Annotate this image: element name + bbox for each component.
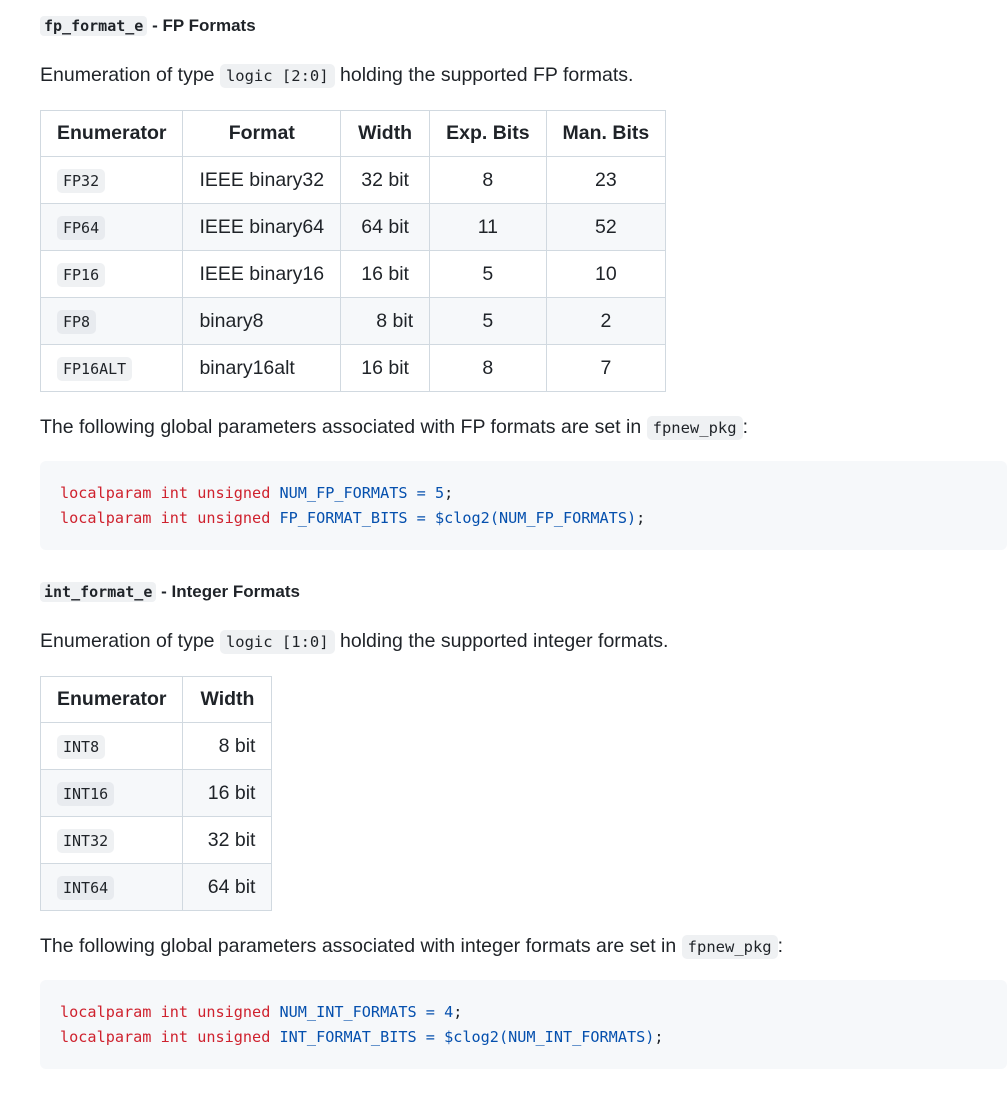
code-keyword: localparam [60, 509, 152, 527]
man-bits-cell: 2 [546, 298, 666, 345]
man-bits-cell: 52 [546, 204, 666, 251]
table-row [41, 345, 666, 392]
man-bits-cell: 23 [546, 157, 666, 204]
enumerator-cell [41, 298, 183, 345]
code-operator: = [407, 509, 435, 527]
fp-params-text-after: : [742, 416, 749, 438]
format-cell: binary16alt [183, 345, 341, 392]
width-cell: 16 bit [341, 251, 430, 298]
width-cell: 64 bit [183, 864, 272, 911]
enumerator-code: INT32 [57, 829, 114, 853]
int-params-code: fpnew_pkg [682, 935, 778, 959]
code-line [60, 1000, 987, 1025]
code-line [60, 481, 987, 506]
table-row [41, 770, 272, 817]
code-keyword: localparam [60, 484, 152, 502]
int-params-text-after: : [777, 935, 784, 957]
fp-col-exp-bits: Exp. Bits [430, 111, 546, 157]
int-col-enumerator: Enumerator [41, 677, 183, 723]
enumerator-cell [41, 345, 183, 392]
int-format-table [40, 676, 272, 911]
code-keyword: int [160, 484, 189, 502]
width-cell: 16 bit [183, 770, 272, 817]
int-params-code-block[interactable] [40, 980, 1007, 1069]
code-terminator: ; [453, 1003, 463, 1021]
fp-intro-code: logic [2:0] [220, 64, 335, 88]
table-row [41, 723, 272, 770]
code-line [60, 1025, 987, 1050]
int-intro-text-after: holding the supported integer formats. [334, 630, 669, 652]
enumerator-cell [41, 723, 183, 770]
enumerator-code: INT16 [57, 782, 114, 806]
int-table-header-row [41, 677, 272, 723]
fp-col-man-bits: Man. Bits [546, 111, 666, 157]
exp-bits-cell: 8 [430, 157, 546, 204]
width-cell: 8 bit [183, 723, 272, 770]
exp-bits-cell: 11 [430, 204, 546, 251]
code-keyword: unsigned [197, 1028, 271, 1046]
fp-intro-text-after: holding the supported FP formats. [334, 64, 634, 86]
enumerator-code: INT64 [57, 876, 114, 900]
code-identifier: NUM_INT_FORMATS [279, 1003, 417, 1021]
code-keyword: unsigned [197, 1003, 271, 1021]
code-identifier: INT_FORMAT_BITS [279, 1028, 417, 1046]
int-format-intro [40, 627, 668, 656]
fp-format-heading-text: - FP Formats [147, 16, 256, 35]
code-line [60, 506, 987, 531]
exp-bits-cell: 5 [430, 251, 546, 298]
int-col-width: Width [183, 677, 272, 723]
table-row [41, 298, 666, 345]
int-params-text [40, 932, 783, 961]
table-row [41, 157, 666, 204]
enumerator-cell [41, 770, 183, 817]
enumerator-code: FP64 [57, 216, 105, 240]
code-keyword: localparam [60, 1028, 152, 1046]
enumerator-cell [41, 864, 183, 911]
enumerator-cell [41, 251, 183, 298]
fp-params-text [40, 413, 748, 442]
table-row [41, 864, 272, 911]
format-cell: IEEE binary32 [183, 157, 341, 204]
fp-format-table [40, 110, 666, 392]
code-value: $clog2(NUM_INT_FORMATS) [444, 1028, 655, 1046]
width-cell: 32 bit [183, 817, 272, 864]
width-cell: 8 bit [341, 298, 430, 345]
code-terminator: ; [444, 484, 454, 502]
table-row [41, 251, 666, 298]
fp-format-heading [40, 14, 256, 38]
code-keyword: unsigned [197, 484, 271, 502]
code-operator: = [416, 1028, 445, 1046]
fp-intro-text-before: Enumeration of type [40, 64, 220, 86]
format-cell: binary8 [183, 298, 341, 345]
format-cell: IEEE binary64 [183, 204, 341, 251]
width-cell: 64 bit [341, 204, 430, 251]
code-terminator: ; [636, 509, 646, 527]
width-cell: 32 bit [341, 157, 430, 204]
enumerator-code: FP16ALT [57, 357, 132, 381]
code-keyword: unsigned [197, 509, 271, 527]
code-keyword: int [160, 509, 189, 527]
exp-bits-cell: 5 [430, 298, 546, 345]
fp-params-code-block[interactable] [40, 461, 1007, 550]
int-intro-code: logic [1:0] [220, 630, 335, 654]
enumerator-code: FP16 [57, 263, 105, 287]
code-value: 4 [444, 1003, 454, 1021]
fp-format-heading-code: fp_format_e [40, 16, 147, 36]
code-value: 5 [434, 484, 445, 502]
man-bits-cell: 10 [546, 251, 666, 298]
fp-col-format: Format [183, 111, 341, 157]
exp-bits-cell: 8 [430, 345, 546, 392]
code-keyword: localparam [60, 1003, 152, 1021]
enumerator-code: INT8 [57, 735, 105, 759]
code-value: $clog2(NUM_FP_FORMATS) [434, 509, 637, 527]
int-format-heading [40, 580, 300, 604]
format-cell: IEEE binary16 [183, 251, 341, 298]
code-keyword: int [160, 1003, 189, 1021]
fp-table-header-row [41, 111, 666, 157]
fp-params-text-before: The following global parameters associated with FP formats are set in [40, 416, 647, 438]
enumerator-code: FP8 [57, 310, 96, 334]
code-operator: = [407, 484, 435, 502]
width-cell: 16 bit [341, 345, 430, 392]
code-identifier: NUM_FP_FORMATS [279, 484, 408, 502]
code-keyword: int [160, 1028, 189, 1046]
man-bits-cell: 7 [546, 345, 666, 392]
table-row [41, 204, 666, 251]
int-format-heading-text: - Integer Formats [156, 582, 300, 601]
int-intro-text-before: Enumeration of type [40, 630, 220, 652]
fp-col-enumerator: Enumerator [41, 111, 183, 157]
code-terminator: ; [654, 1028, 664, 1046]
int-params-text-before: The following global parameters associated with integer formats are set in [40, 935, 682, 957]
fp-col-width: Width [341, 111, 430, 157]
enumerator-cell [41, 817, 183, 864]
code-operator: = [416, 1003, 445, 1021]
enumerator-code: FP32 [57, 169, 105, 193]
int-format-heading-code: int_format_e [40, 582, 156, 602]
fp-format-intro [40, 61, 633, 90]
enumerator-cell [41, 204, 183, 251]
enumerator-cell [41, 157, 183, 204]
table-row [41, 817, 272, 864]
fp-params-code: fpnew_pkg [647, 416, 743, 440]
code-identifier: FP_FORMAT_BITS [279, 509, 408, 527]
